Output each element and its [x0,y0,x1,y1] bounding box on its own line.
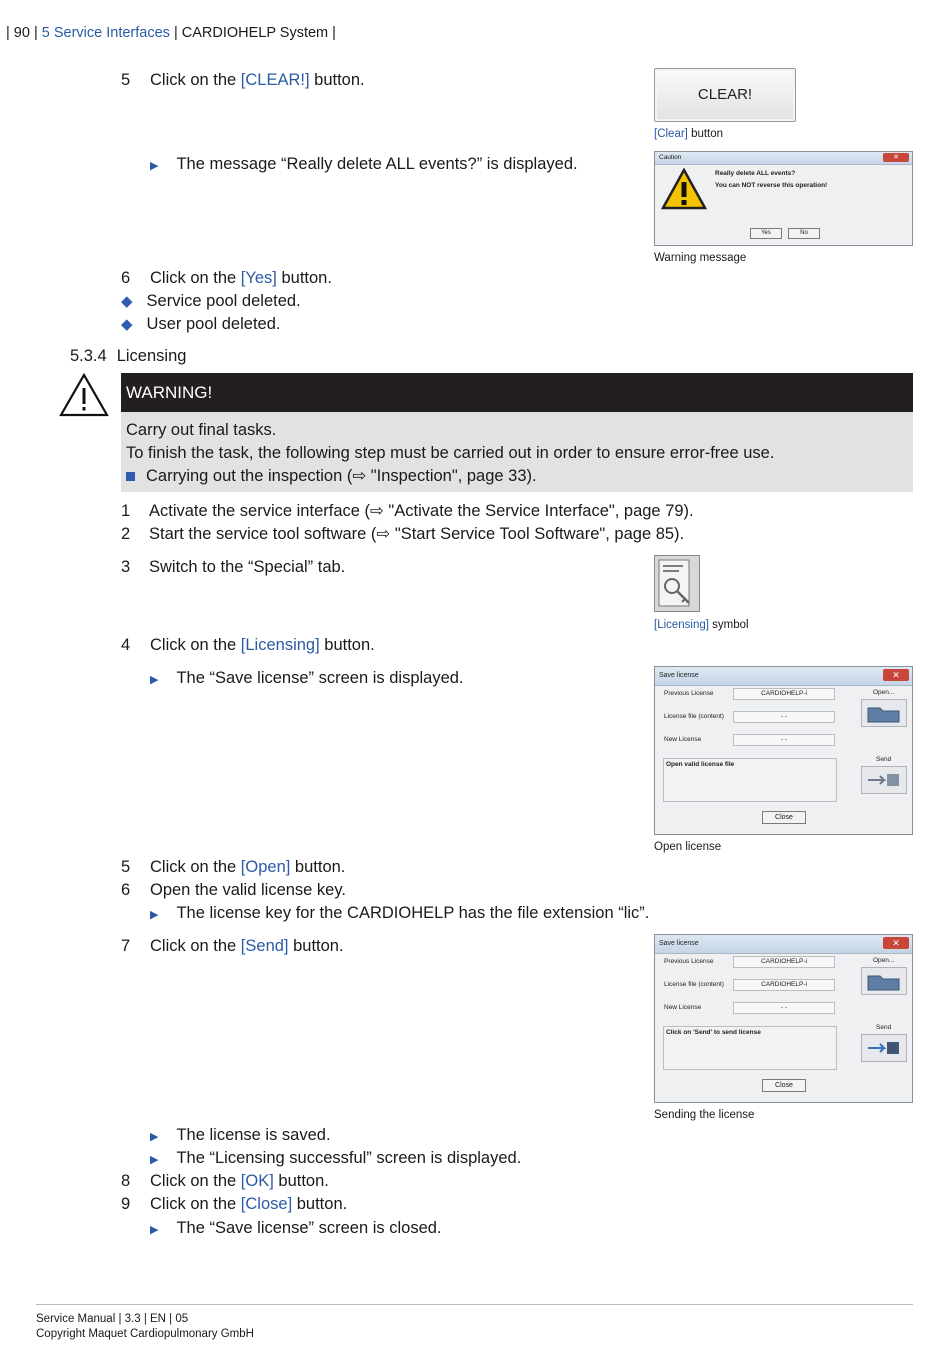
step-number: 2 [121,525,131,543]
page-number: | 90 | [6,25,38,41]
step-number: 4 [121,636,131,654]
step-4 [121,635,375,655]
warning-line-1: Carry out final tasks. [126,421,277,439]
dialog-close-button: Close [762,1079,806,1092]
section-heading [70,346,186,366]
result-arrow-icon: ▶ [150,674,159,686]
step-number: 5 [121,71,131,89]
step-7-send [121,936,344,956]
new-license-label: New License [664,1004,702,1011]
result-message-displayed [150,154,578,176]
warning-line-2: To finish the task, the following step must be carried out in order to ensure error-free use. [126,444,775,462]
prev-license-label: Previous License [664,690,714,697]
prev-license-field: CARDIOHELP-i [733,688,835,700]
caption-text: button [687,128,724,140]
result-arrow-icon: ▶ [150,1131,159,1143]
dialog-title: Save license [655,667,912,686]
footer-manual-info: Service Manual | 3.3 | EN | 05 [36,1313,189,1325]
step-text-end: button. [290,858,346,876]
warning-icon [661,168,707,210]
step-number: 1 [121,502,131,520]
close-link[interactable]: [Close] [240,1195,293,1213]
yes-link[interactable]: [Yes] [240,269,277,287]
open-folder-icon [861,699,907,727]
step-6-key [121,880,346,900]
close-icon: ✕ [883,937,909,949]
result-licensing-successful [150,1148,521,1170]
close-icon: ✕ [883,669,909,681]
step-6-yes [121,268,332,288]
step-number: 9 [121,1195,131,1213]
result-text: The license key for the CARDIOHELP has the file extension “lic”. [176,904,650,922]
message-box [663,758,837,802]
warning-dialog-image [654,151,913,246]
open-folder-icon [861,967,907,995]
warning-body [121,412,913,492]
step-3 [121,557,345,577]
clear-button-image [654,68,796,122]
prev-license-field: CARDIOHELP-i [733,956,835,968]
result-screen-closed [150,1218,442,1240]
result-text: The “Save license” screen is displayed. [176,669,464,687]
dialog-close-button: Close [762,811,806,824]
warning-triangle-icon [58,372,110,418]
caption-link: [Licensing] [654,619,709,631]
square-bullet-icon [126,472,135,481]
license-file-label: License file (content) [664,713,724,720]
diamond-icon: ◆ [121,316,133,333]
step-1 [121,501,694,521]
dialog-line-2: You can NOT reverse this operation! [715,182,828,189]
license-key-icon [655,556,699,611]
step-number: 7 [121,937,131,955]
send-icon [861,1034,907,1062]
licensing-link[interactable]: [Licensing] [240,636,320,654]
bullet-user-pool [121,314,280,335]
result-save-license [150,668,464,690]
send-license-caption: Sending the license [654,1109,755,1121]
step-text: Click on the [150,1172,241,1190]
license-file-field: - - [733,711,835,723]
result-arrow-icon: ▶ [150,1224,159,1236]
dialog-line-1: Really delete ALL events? [715,170,796,177]
step-text-end: button. [288,937,344,955]
open-license-dialog-image [654,666,913,835]
open-label: Open... [873,689,895,696]
license-file-label: License file (content) [664,981,724,988]
licensing-symbol-image [654,555,700,612]
caption-link: [Clear] [654,128,688,140]
step-text-end: button. [309,71,365,89]
result-text: The “Save license” screen is closed. [176,1219,442,1237]
section-title: Licensing [116,347,187,365]
result-file-extension [150,903,649,925]
clear-link[interactable]: [CLEAR!] [240,71,310,89]
yes-button: Yes [750,228,782,239]
footer-copyright: Copyright Maquet Cardiopulmonary GmbH [36,1328,254,1340]
step-8-ok [121,1171,329,1191]
caption-text: symbol [708,619,749,631]
step-text-end: button. [276,269,332,287]
license-file-field: CARDIOHELP-i [733,979,835,991]
licensing-caption [654,618,749,632]
step-2 [121,524,684,544]
section-link[interactable]: 5 Service Interfaces [41,25,170,41]
step-text: Click on the [150,1195,241,1213]
footer-divider [36,1304,913,1305]
warning-line-3-text: Carrying out the inspection (⇨ "Inspection", page 33). [146,467,537,485]
step-text-end: button. [292,1195,348,1213]
dialog-title: Caution [655,152,912,165]
bullet-text: Service pool deleted. [146,292,301,310]
send-link[interactable]: [Send] [240,937,289,955]
step-text: Start the service tool software (⇨ "Start Service Tool Software", page 85). [149,525,685,543]
step-text: Click on the [150,858,241,876]
message-box [663,1026,837,1070]
step-text: Click on the [150,937,241,955]
dialog-title: Save license [655,935,912,954]
result-text: The “Licensing successful” screen is displayed. [176,1149,522,1167]
open-link[interactable]: [Open] [240,858,291,876]
section-number: 5.3.4 [70,347,107,365]
step-text: Open the valid license key. [150,881,346,899]
send-license-dialog-image [654,934,913,1103]
step-text-end: button. [319,636,375,654]
warning-caption: Warning message [654,252,747,264]
open-label: Open... [873,957,895,964]
send-icon [861,766,907,794]
step-text-end: button. [273,1172,329,1190]
open-license-caption: Open license [654,841,722,853]
message-text: Open valid license file [666,761,735,768]
page-header [6,25,336,41]
diamond-icon: ◆ [121,293,133,310]
step-5-clear [121,70,365,90]
result-text: The license is saved. [176,1126,331,1144]
footer [36,1312,254,1342]
step-number: 6 [121,269,131,287]
new-license-field: - - [733,1002,835,1014]
new-license-label: New License [664,736,702,743]
step-5-open [121,857,345,877]
warning-title-bar [121,373,913,412]
step-number: 3 [121,558,131,576]
result-arrow-icon: ▶ [150,1154,159,1166]
step-number: 6 [121,881,131,899]
bullet-text: User pool deleted. [146,315,281,333]
step-number: 8 [121,1172,131,1190]
warning-line-3 [126,466,537,486]
result-arrow-icon: ▶ [150,160,159,172]
step-text: Switch to the “Special” tab. [149,558,346,576]
step-text: Click on the [150,269,241,287]
ok-link[interactable]: [OK] [240,1172,274,1190]
step-text: Click on the [150,636,241,654]
clear-caption [654,127,723,141]
step-text: Activate the service interface (⇨ "Activate the Service Interface", page 79). [149,502,694,520]
result-arrow-icon: ▶ [150,909,159,921]
header-product: | CARDIOHELP System | [173,25,336,41]
result-license-saved [150,1125,331,1147]
bullet-service-pool [121,291,301,312]
send-label: Send [876,756,892,763]
result-text: The message “Really delete ALL events?” is displayed. [176,155,578,173]
prev-license-label: Previous License [664,958,714,965]
step-9-close [121,1194,347,1214]
step-number: 5 [121,858,131,876]
close-icon: ✕ [883,153,909,162]
no-button: No [788,228,820,239]
new-license-field: - - [733,734,835,746]
warning-title: WARNING! [126,383,213,402]
message-text: Click on 'Send' to send license [666,1029,761,1036]
send-label: Send [876,1024,892,1031]
step-text: Click on the [150,71,241,89]
clear-button-label: CLEAR! [697,86,753,103]
